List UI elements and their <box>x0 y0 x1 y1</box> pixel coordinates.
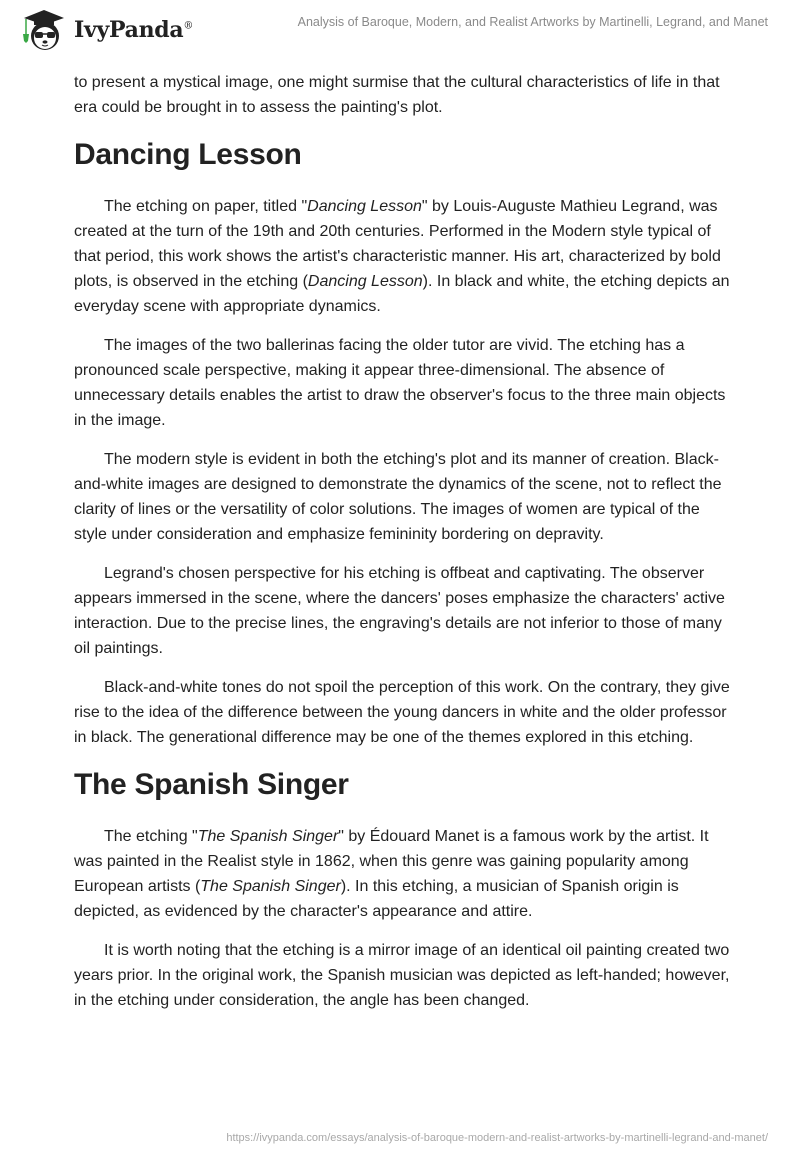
paragraph: It is worth noting that the etching is a mirror image of an identical oil painting created two years prior. In the original work, the Spanish musician was depicted as left-handed; however, in the etching under consideration, the angle has been changed. <box>74 942 730 1009</box>
artwork-title: Dancing Lesson <box>307 273 423 290</box>
artwork-title: The Spanish Singer <box>200 878 341 895</box>
document-title: Analysis of Baroque, Modern, and Realist Artworks by Martinelli, Legrand, and Manet <box>297 15 768 29</box>
paragraph: Black-and-white tones do not spoil the perception of this work. On the contrary, they give rise to the idea of the difference between the young dancers in white and the older professor in black. The generational difference may be one of the themes explored in this etching. <box>74 679 730 746</box>
paragraph: The images of the two ballerinas facing the older tutor are vivid. The etching has a pronounced scale perspective, making it appear three-dimensional. The absence of unnecessary details enables the artist to draw the observer's focus to the three main objects in the image. <box>74 337 726 429</box>
article-body <box>74 70 734 1027</box>
paragraph: The etching "The Spanish Singer" by Édouard Manet is a famous work by the artist. It was painted in the Realist style in 1862, when this genre was gaining popularity among European artists (The Spanish Singer). In this etching, a musician of Spanish origin is depicted, as evidenced by the character's appearance and attire. <box>74 828 709 920</box>
section-heading-dancing-lesson: Dancing Lesson <box>74 138 302 171</box>
paragraph: The modern style is evident in both the etching's plot and its manner of creation. Black-and-white images are designed to demonstrate the dynamics of the scene, not to reflect the clarity of lines or the versatility of color solutions. The images of women are typical of the style under consideration and emphasize femininity bordering on depravity. <box>74 451 722 543</box>
intro-paragraph: to present a mystical image, one might surmise that the cultural characteristics of life in that era could be brought in to assess the painting's plot. <box>74 74 720 116</box>
panda-graduate-icon <box>18 8 70 52</box>
artwork-title: The Spanish Singer <box>197 828 339 845</box>
brand-name: IvyPanda® <box>74 17 194 43</box>
source-url[interactable]: https://ivypanda.com/essays/analysis-of-baroque-modern-and-realist-artworks-by-martinelli-legrand-and-manet/ <box>226 1132 768 1144</box>
artwork-title: Dancing Lesson <box>307 198 422 215</box>
page-header <box>0 0 800 52</box>
logo[interactable] <box>18 8 193 52</box>
paragraph: The etching on paper, titled "Dancing Lesson" by Louis-Auguste Mathieu Legrand, was created at the turn of the 19th and 20th centuries. Performed in the Modern style typical of that period, this work shows the artist's characteristic manner. His art, characterized by bold plots, is observed in the etching (Dancing Lesson). In black and white, the etching depicts an everyday scene with appropriate dynamics. <box>74 198 730 315</box>
paragraph: Legrand's chosen perspective for his etching is offbeat and captivating. The observer appears immersed in the scene, where the dancers' poses emphasize the characters' active interaction. Due to the precise lines, the engraving's details are not inferior to those of many oil paintings. <box>74 565 725 657</box>
section-heading-spanish-singer: The Spanish Singer <box>74 768 349 801</box>
